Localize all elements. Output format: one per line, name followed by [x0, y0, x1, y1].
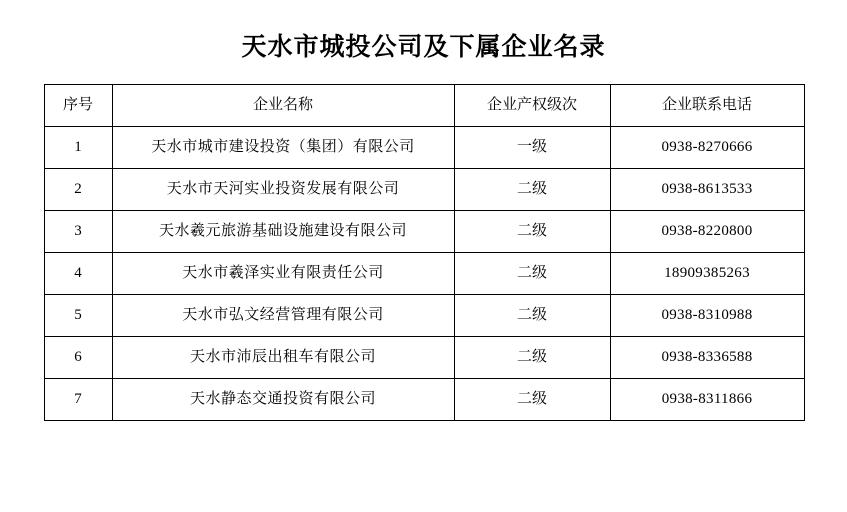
cell-company-name: 天水羲元旅游基础设施建设有限公司 [112, 211, 454, 253]
table-body [44, 127, 804, 421]
cell-index: 7 [44, 379, 112, 421]
cell-level: 二级 [454, 211, 610, 253]
cell-phone: 18909385263 [610, 253, 804, 295]
cell-index: 3 [44, 211, 112, 253]
cell-company-name: 天水市弘文经营管理有限公司 [112, 295, 454, 337]
page-title: 天水市城投公司及下属企业名录 [241, 34, 606, 61]
cell-index: 2 [44, 169, 112, 211]
cell-level: 一级 [454, 127, 610, 169]
table-row [44, 169, 804, 211]
document-page [0, 33, 847, 512]
table-row [44, 211, 804, 253]
table-header [44, 85, 804, 127]
table-row [44, 295, 804, 337]
cell-index: 6 [44, 337, 112, 379]
cell-phone: 0938-8270666 [610, 127, 804, 169]
cell-company-name: 天水市城市建设投资（集团）有限公司 [112, 127, 454, 169]
cell-level: 二级 [454, 337, 610, 379]
cell-index: 4 [44, 253, 112, 295]
company-listing-table [44, 84, 805, 421]
table-row [44, 253, 804, 295]
company-table-container [44, 84, 804, 421]
cell-company-name: 天水市羲泽实业有限责任公司 [112, 253, 454, 295]
table-row [44, 127, 804, 169]
column-header-phone: 企业联系电话 [610, 85, 804, 127]
cell-phone: 0938-8311866 [610, 379, 804, 421]
cell-index: 1 [44, 127, 112, 169]
cell-company-name: 天水静态交通投资有限公司 [112, 379, 454, 421]
table-row [44, 379, 804, 421]
table-header-row [44, 85, 804, 127]
cell-level: 二级 [454, 295, 610, 337]
cell-level: 二级 [454, 379, 610, 421]
column-header-level: 企业产权级次 [454, 85, 610, 127]
cell-phone: 0938-8310988 [610, 295, 804, 337]
table-row [44, 337, 804, 379]
cell-phone: 0938-8336588 [610, 337, 804, 379]
cell-level: 二级 [454, 169, 610, 211]
cell-phone: 0938-8220800 [610, 211, 804, 253]
column-header-index: 序号 [44, 85, 112, 127]
cell-company-name: 天水市天河实业投资发展有限公司 [112, 169, 454, 211]
cell-level: 二级 [454, 253, 610, 295]
cell-index: 5 [44, 295, 112, 337]
cell-company-name: 天水市沛辰出租车有限公司 [112, 337, 454, 379]
cell-phone: 0938-8613533 [610, 169, 804, 211]
column-header-name: 企业名称 [112, 85, 454, 127]
